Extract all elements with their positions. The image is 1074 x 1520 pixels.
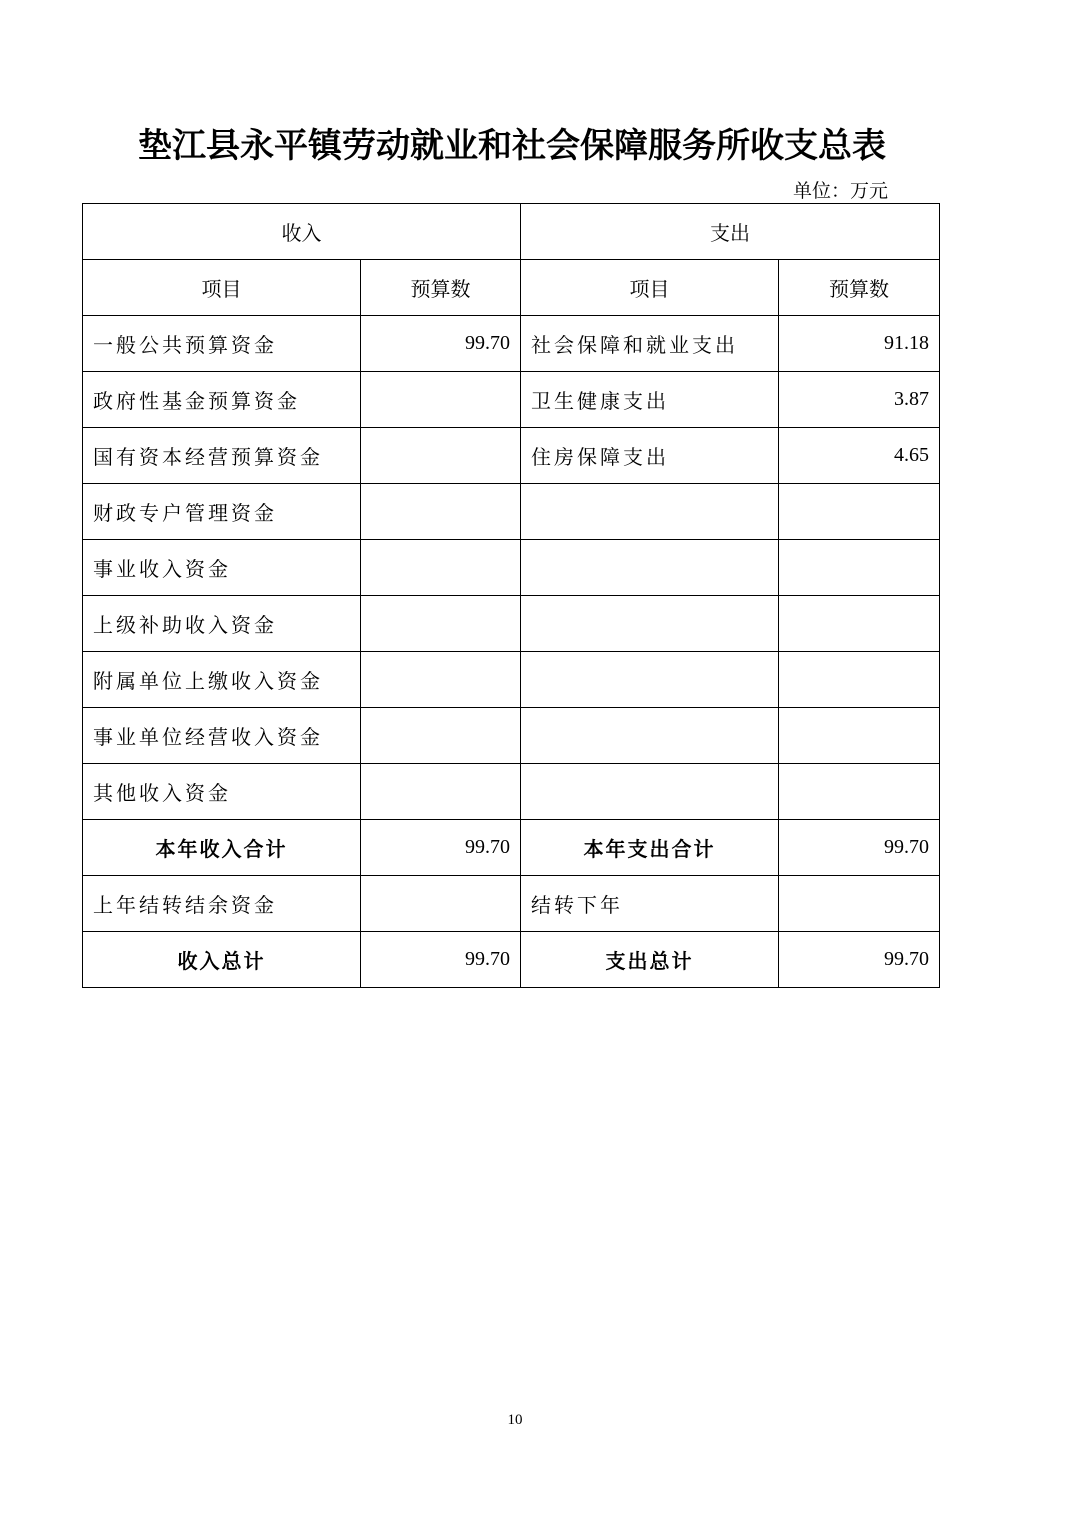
page-title: 垫江县永平镇劳动就业和社会保障服务所收支总表: [138, 126, 886, 166]
expense-item-col-header: 项目: [521, 260, 779, 316]
expense-value: [779, 596, 940, 652]
expense-label: 结转下年: [521, 876, 779, 932]
expense-value: [779, 876, 940, 932]
expense-item: [521, 596, 779, 652]
grand-total-row: [83, 932, 940, 988]
expense-item: 社会保障和就业支出: [521, 316, 779, 372]
unit-label: 单位：万元: [792, 180, 888, 202]
income-value: [361, 596, 521, 652]
expense-label: 支出总计: [521, 932, 779, 988]
income-item: 附属单位上缴收入资金: [83, 652, 361, 708]
income-value: [361, 484, 521, 540]
income-item: 财政专户管理资金: [83, 484, 361, 540]
expense-label: 本年支出合计: [521, 820, 779, 876]
income-expense-table: [82, 203, 940, 988]
income-value: 99.70: [361, 932, 521, 988]
income-item: 政府性基金预算资金: [83, 372, 361, 428]
table-row: [83, 596, 940, 652]
income-label: 本年收入合计: [83, 820, 361, 876]
table-row: [83, 316, 940, 372]
expense-value: [779, 484, 940, 540]
year-total-row: [83, 820, 940, 876]
expense-item: [521, 652, 779, 708]
table-row: [83, 372, 940, 428]
income-item: 事业单位经营收入资金: [83, 708, 361, 764]
income-budget-col-header: 预算数: [361, 260, 521, 316]
expense-item: [521, 540, 779, 596]
income-value: [361, 428, 521, 484]
expense-value: 91.18: [779, 316, 940, 372]
table-row: [83, 708, 940, 764]
income-value: [361, 876, 521, 932]
income-value: [361, 764, 521, 820]
income-value: [361, 540, 521, 596]
expense-item: [521, 764, 779, 820]
income-item: 其他收入资金: [83, 764, 361, 820]
table-row: [83, 652, 940, 708]
expense-value: 99.70: [779, 932, 940, 988]
income-header: 收入: [83, 204, 521, 260]
expense-item: 住房保障支出: [521, 428, 779, 484]
income-label: 上年结转结余资金: [83, 876, 361, 932]
table-row: [83, 764, 940, 820]
expense-value: 4.65: [779, 428, 940, 484]
expense-item: [521, 484, 779, 540]
table-row: [83, 484, 940, 540]
expense-budget-col-header: 预算数: [779, 260, 940, 316]
expense-value: [779, 764, 940, 820]
income-value: 99.70: [361, 820, 521, 876]
table-row: [83, 540, 940, 596]
income-value: [361, 652, 521, 708]
expense-value: 99.70: [779, 820, 940, 876]
carryover-row: [83, 876, 940, 932]
income-item: 上级补助收入资金: [83, 596, 361, 652]
income-item-col-header: 项目: [83, 260, 361, 316]
expense-value: [779, 652, 940, 708]
expense-value: [779, 540, 940, 596]
income-value: [361, 372, 521, 428]
group-header-row: [83, 204, 940, 260]
page-number: 10: [507, 1412, 523, 1428]
income-item: 国有资本经营预算资金: [83, 428, 361, 484]
table-row: [83, 428, 940, 484]
expense-value: 3.87: [779, 372, 940, 428]
expense-value: [779, 708, 940, 764]
income-value: 99.70: [361, 316, 521, 372]
expense-header: 支出: [521, 204, 940, 260]
expense-item: [521, 708, 779, 764]
income-item: 事业收入资金: [83, 540, 361, 596]
income-item: 一般公共预算资金: [83, 316, 361, 372]
income-label: 收入总计: [83, 932, 361, 988]
expense-item: 卫生健康支出: [521, 372, 779, 428]
column-header-row: [83, 260, 940, 316]
income-value: [361, 708, 521, 764]
